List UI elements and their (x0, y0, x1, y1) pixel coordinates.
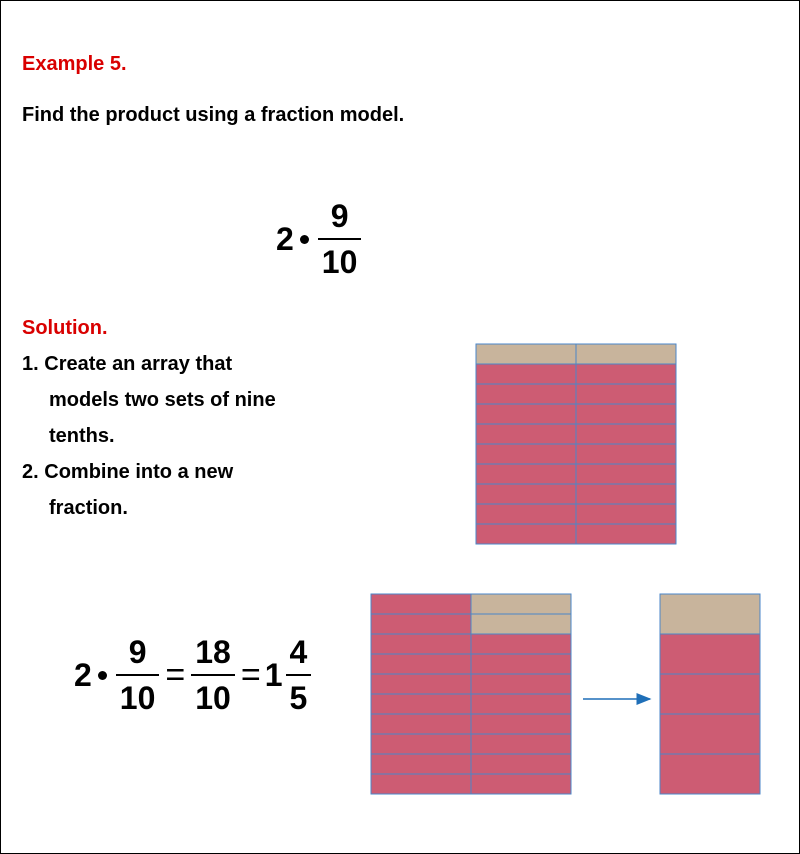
answer-f1-denominator: 10 (116, 674, 160, 714)
array-model-cell (476, 444, 576, 464)
array-model-cell (576, 504, 676, 524)
combined-model-cell (371, 774, 471, 794)
combined-model-cell (471, 734, 571, 754)
array-model-cell (476, 484, 576, 504)
array-model-cell (576, 484, 676, 504)
combined-model-cell (371, 614, 471, 634)
step-1-line-3: tenths. (49, 425, 115, 447)
answer-f3-denominator: 5 (286, 674, 312, 714)
problem-whole: 2 (276, 220, 294, 257)
array-model-cell (476, 504, 576, 524)
combined-model-cell (371, 714, 471, 734)
array-model-cell (576, 384, 676, 404)
problem-denominator: 10 (318, 238, 362, 278)
result-model-cell (660, 754, 760, 794)
combined-model-cell (371, 634, 471, 654)
array-model-cell (476, 384, 576, 404)
array-model-cell (476, 464, 576, 484)
step-1-text-1: Create an array that (44, 353, 233, 375)
result-model-cell (660, 674, 760, 714)
solution-label: Solution. (22, 317, 108, 339)
answer-f2-numerator: 18 (195, 634, 231, 670)
step-2-text-1: Combine into a new (44, 461, 234, 483)
array-model-cell (476, 424, 576, 444)
array-model-cell (576, 464, 676, 484)
equals-sign-1: = (165, 655, 186, 694)
step-1-number: 1. (22, 353, 39, 375)
array-model-cell (576, 524, 676, 544)
result-model (660, 594, 760, 794)
step-2-number: 2. (22, 461, 39, 483)
answer-whole: 2 (74, 656, 92, 693)
instruction-text: Find the product using a fraction model. (22, 104, 405, 126)
step-2-line-2: fraction. (49, 497, 128, 519)
combined-model-cell (371, 694, 471, 714)
step-1-line-2: models two sets of nine (49, 389, 276, 411)
problem-numerator: 9 (330, 198, 349, 234)
combined-model-cell (371, 734, 471, 754)
combined-model-cell (371, 654, 471, 674)
answer-f2-denominator: 10 (191, 674, 235, 714)
combined-model-cell (471, 654, 571, 674)
array-model-cell (576, 344, 676, 364)
combined-model (371, 594, 571, 794)
array-model-cell (576, 444, 676, 464)
example-label: Example 5. (22, 53, 127, 75)
combined-model-cell (471, 694, 571, 714)
combined-model-cell (471, 614, 571, 634)
array-model-cell (476, 404, 576, 424)
combined-model-cell (471, 714, 571, 734)
combined-model-cell (371, 594, 471, 614)
array-model (476, 344, 676, 544)
combined-model-cell (371, 754, 471, 774)
result-model-cell (660, 594, 760, 634)
combined-model-cell (371, 674, 471, 694)
result-model-cell (660, 714, 760, 754)
combined-model-cell (471, 634, 571, 654)
answer-f3-numerator: 4 (289, 634, 308, 670)
array-model-cell (476, 344, 576, 364)
combined-model-cell (471, 774, 571, 794)
array-model-cell (476, 524, 576, 544)
equals-sign-2: = (240, 655, 261, 694)
array-model-cell (576, 424, 676, 444)
answer-mixed-whole: 1 (264, 656, 283, 693)
array-model-cell (476, 364, 576, 384)
combined-model-cell (471, 754, 571, 774)
combined-model-cell (471, 674, 571, 694)
array-model-cell (576, 364, 676, 384)
answer-f1-numerator: 9 (128, 634, 147, 670)
array-model-cell (576, 404, 676, 424)
combined-model-cell (471, 594, 571, 614)
result-model-cell (660, 634, 760, 674)
